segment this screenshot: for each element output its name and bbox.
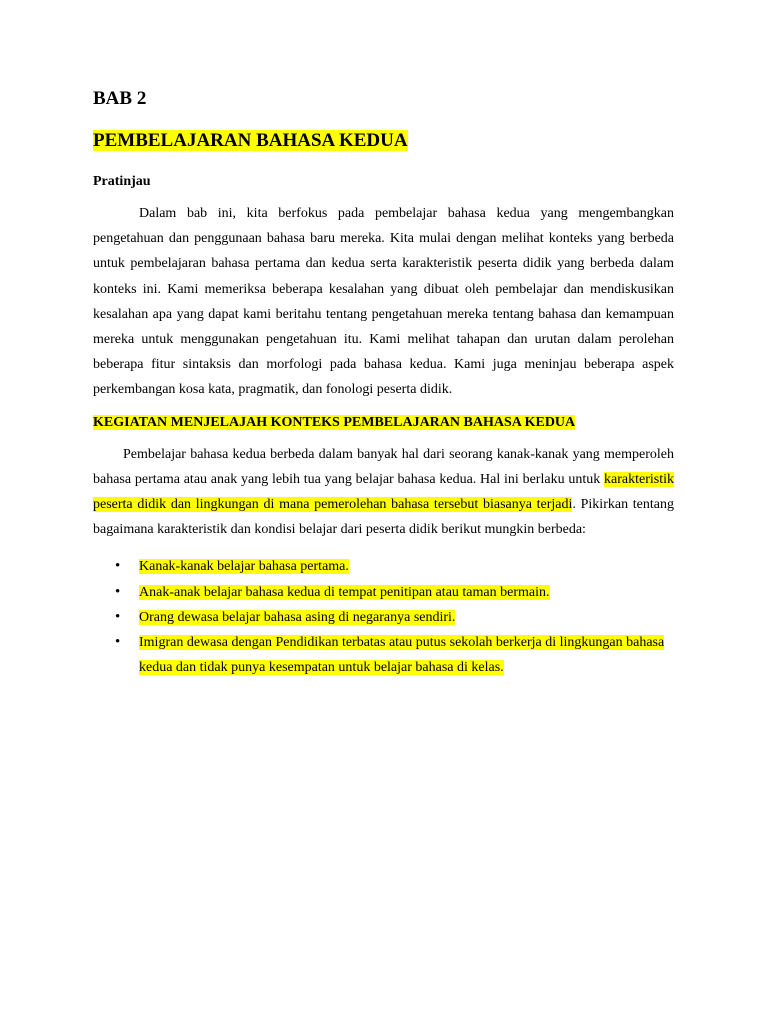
- list-item: [93, 605, 674, 630]
- chapter-title: [93, 130, 674, 152]
- overview-heading: Pratinjau: [93, 174, 151, 189]
- bullet-icon: •: [115, 608, 121, 625]
- list-item-text: Kanak-kanak belajar bahasa pertama.: [139, 559, 349, 575]
- list-item-text: Anak-anak belajar bahasa kedua di tempat penitipan atau taman bermain.: [139, 584, 550, 600]
- section-paragraph-text: Pembelajar bahasa kedua berbeda dalam banyak hal dari seorang kanak-kanak yang memperoleh bahasa pertama atau anak yang lebih tua yang belajar bahasa kedua. Hal ini berlaku untuk: [93, 446, 674, 487]
- list-item-text: Imigran dewasa dengan Pendidikan terbatas atau putus sekolah berkerja di lingkungan bahasa kedua dan tidak punya kesempatan untuk belajar bahasa di kelas.: [139, 635, 665, 676]
- section-paragraph-highlight: karakteristik peserta didik dan lingkungan di mana pemerolehan bahasa tersebut biasanya terjadi: [93, 471, 674, 513]
- section-heading: [93, 414, 674, 432]
- list-item: [93, 580, 674, 605]
- overview-paragraph: Dalam bab ini, kita berfokus pada pembelajar bahasa kedua yang mengembangkan pengetahuan dan penggunaan bahasa baru mereka. Kita mulai dengan melihat konteks yang berbeda untuk pembelajaran bahasa pertama dan kedua serta karakteristik peserta didik yang berbeda dalam konteks ini. Kami memeriksa beberapa kesalahan yang dibuat oleh pembelajar dan mendiskusikan kesalahan apa yang dapat kami beritahu tentang pengetahuan mereka tentang bahasa dan kemampuan mereka untuk menggunakan pengetahuan itu. Kami melihat tahapan dan urutan dalam perolehan beberapa fitur sintaksis dan morfologi pada bahasa kedua. Kami juga meninjau beberapa aspek perkembangan kosa kata, pragmatik, dan fonologi peserta didik.: [93, 206, 674, 398]
- bullet-icon: •: [115, 558, 121, 575]
- list-item: [93, 554, 674, 579]
- list-item-text: Orang dewasa belajar bahasa asing di negaranya sendiri.: [139, 609, 456, 625]
- bullet-icon: •: [115, 583, 121, 600]
- section-paragraph-text-end: . Pikirkan tentang bagaimana karakteristik dan kondisi belajar dari peserta didik berikut mungkin berbeda:: [93, 497, 674, 538]
- chapter-label: BAB 2: [93, 88, 147, 109]
- bullet-list: [93, 554, 674, 680]
- list-item: [93, 630, 674, 680]
- section-heading-text: KEGIATAN MENJELAJAH KONTEKS PEMBELAJARAN BAHASA KEDUA: [93, 414, 576, 430]
- bullet-icon: •: [115, 634, 121, 651]
- section-paragraph: [93, 442, 674, 543]
- chapter-title-text: PEMBELAJARAN BAHASA KEDUA: [93, 130, 408, 151]
